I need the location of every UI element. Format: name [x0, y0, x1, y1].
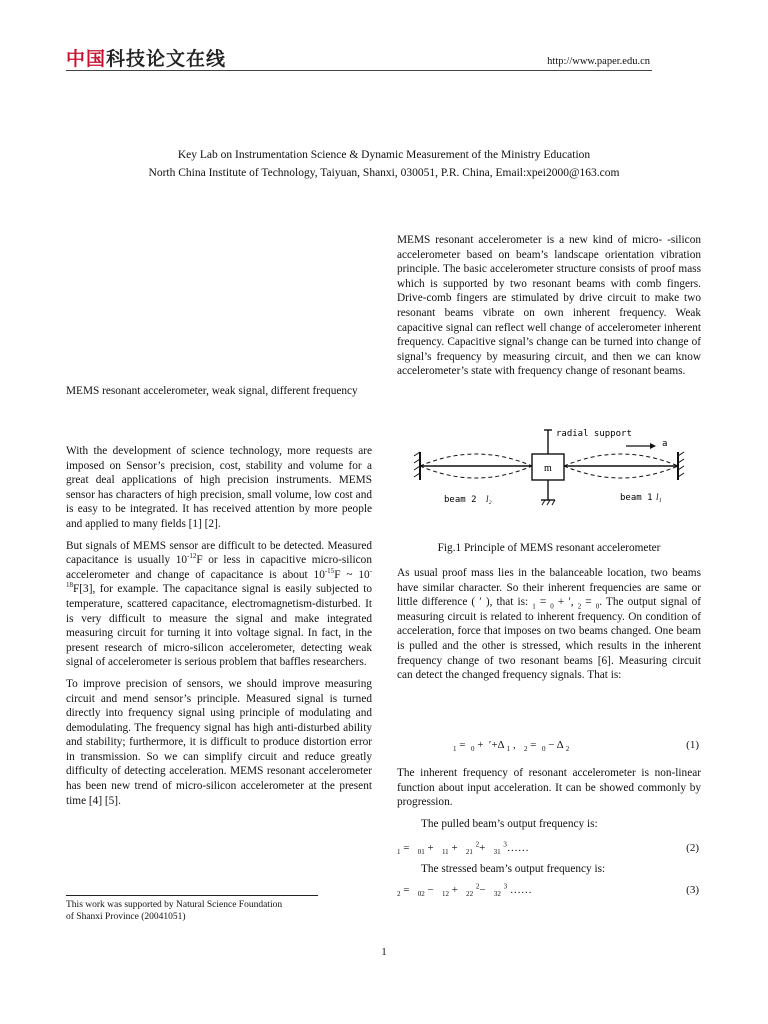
- intro-paragraph-3: To improve precision of sensors, we should improve measuring circuit and mend sensor’s principle. Measured signal is turned directly into frequency signal using principle of modulating and demodulating. The frequency signal has high anti-disturbed ability and stability; furthermore, it is difficult to produce distortion error in transmission. So we can simplify circuit and reduce greatly difficulty of detecting acceleration. MEMS resonant accelerometer has been new trend of micro-silicon accelerometer at the present time [4] [5].: [66, 677, 372, 807]
- figure-caption: Fig.1 Principle of MEMS resonant accelerometer: [437, 542, 661, 554]
- beam-1-length: l₁: [656, 492, 662, 502]
- pulled-beam-text: The pulled beam’s output frequency is:: [421, 817, 598, 830]
- mass-label: m: [544, 463, 552, 474]
- right-body: [397, 566, 701, 690]
- accel-label: a: [662, 439, 668, 449]
- keywords: [66, 384, 372, 406]
- p2-part-a: But signals of MEMS sensor are difficult to be detected. Measured capacitance is usually 10: [66, 539, 372, 567]
- intro-paragraph-2: [66, 539, 372, 670]
- beam-2-length: l₂: [486, 494, 492, 504]
- equation-3-number: (3): [686, 884, 699, 896]
- beam-1-mode-lower: [564, 466, 678, 478]
- affiliation-line-2: North China Institute of Technology, Taiyuan, Shanxi, 030051, P.R. China, Email:xpei2000@163.com: [148, 167, 620, 179]
- beam-2-mode-lower: [420, 466, 532, 478]
- right-paragraph-1: MEMS resonant accelerometer is a new kind of micro- -silicon accelerometer based on beam’s landscape orientation vibration principle. The basic accelerometer structure consists of proof mass which is supported by two resonant beams with comb fingers. Drive-comb fingers are stimulated by drive circuit to make two resonant beams vibrate on own inherent frequency. Weak capacitive signal can reflect well change of accelerometer inherent frequency. Capacitive signal’s change can be turned into change of signal’s frequency by measuring circuit, and then we can know accelerometer’s state with frequency change of resonant beams.: [397, 234, 701, 378]
- p2-part-d: F[3], for example. The capacitance signal is easily subjected to temperature, scattered capacitance, electromagnetism-disturbed. It is very difficult to measure the signal and make integrated measuring circuit for turning it into voltage signal. In fact, in the present research of micro-silicon accelerometer, detecting weak signal of accelerometer is serious problem that baffles researchers.: [66, 583, 372, 669]
- keywords-text: MEMS resonant accelerometer, weak signal, different frequency: [66, 385, 358, 397]
- beam-1-label: beam 1: [620, 493, 653, 503]
- header-url[interactable]: http://www.paper.edu.cn: [547, 56, 650, 67]
- equation-3: $_2$ = $_{02}$ − $_{12}$ + $_{22}$ $^2$− $_{32}$ $^3$ …… (3): [397, 882, 699, 899]
- p2-part-c: F ~ 10: [334, 568, 370, 581]
- beam-1-mode-upper: [564, 454, 678, 466]
- accelerometer-figure: [410, 420, 686, 520]
- equation-2-number: (2): [686, 842, 699, 854]
- rp2-part-a: As usual proof mass lies in the balanceable location, two beams have similar character. So their inherent frequencies are same or little difference ( ′ ), that is:: [397, 567, 701, 609]
- affiliation-line-1: Key Lab on Instrumentation Science & Dynamic Measurement of the Ministry Education: [177, 149, 591, 161]
- footnote-rule: [66, 895, 318, 896]
- p2-sup-2: -15: [324, 566, 335, 575]
- right-paragraph-3: The inherent frequency of resonant accelerometer is non-linear function about input acceleration. It can be showed commonly by progression.: [397, 767, 701, 809]
- beam-2-label: beam 2: [444, 495, 477, 505]
- stressed-beam-block: [397, 862, 701, 884]
- support-label: radial support: [556, 429, 632, 439]
- p2-sup-1: -12: [187, 552, 197, 561]
- p2-sup-3: -18: [66, 566, 372, 590]
- site-logo: [66, 44, 226, 71]
- stressed-beam-text: The stressed beam’s output frequency is:: [421, 863, 606, 875]
- left-anchor: [414, 452, 420, 480]
- logo-red-part: 中国: [66, 48, 107, 70]
- right-anchor: [678, 452, 684, 480]
- left-body: [66, 444, 372, 815]
- page-number: 1: [381, 946, 387, 958]
- beam-2-mode-upper: [420, 454, 532, 466]
- right-body-2: [397, 766, 701, 838]
- footnote: [66, 899, 282, 923]
- rp2-part-b: . The output signal of measuring circuit is related to inherent frequency. On condition of acceleration, force that imposes on two beams changed. One beam is pulled and the other is stressed, which results in the inherent frequency change of two resonant beams [6]. Measuring circuit can detect the changed frequency signals. That is:: [397, 596, 701, 682]
- equation-1: $_1$ = $_0$ + ′+Δ $_1$ , $_2$ = $_0$ − Δ $_2$ (1): [453, 739, 699, 754]
- right-intro: [397, 233, 701, 386]
- p2-part-b: F or less in capacitive micro-silicon accelerometer and change of capacitance is about 10: [66, 554, 372, 581]
- footnote-line-1: This work was supported by Natural Science Foundation: [66, 900, 283, 910]
- logo-dark-part: 科技论文在线: [106, 48, 227, 70]
- intro-paragraph-1: With the development of science technology, more requests are imposed on Sensor’s precision, cost, stability and volume for a great deal applications of high precision instruments. MEMS sensor has characters of high precision, small volume, low cost and is easy to be integrated. It has received attention by more people and applied to many fields [1] [2].: [66, 445, 372, 530]
- equation-1-number: (1): [686, 739, 699, 751]
- footnote-line-2: of Shanxi Province (20041051): [66, 912, 186, 922]
- right-paragraph-2: As usual proof mass lies in the balanceable location, two beams have similar character. So their inherent frequencies are same or little difference ( ′ ), that is: $_1$ = $_0$ + ′, $_2$ = $_0$. The output signal of measuring circuit is related to inherent frequency. On condition of acceleration, force that imposes on two beams changed. One beam is pulled and the other is stressed, which results in the inherent frequency change of two resonant beams [6]. Measuring circuit can detect the changed frequency signals. That is:: [397, 567, 701, 682]
- equation-2: $_1$ = $_{01}$ + $_{11}$ + $_{21}$ $^2$+ $_{31}$ $^3$…… (2): [397, 840, 699, 857]
- header-rule: [66, 70, 652, 71]
